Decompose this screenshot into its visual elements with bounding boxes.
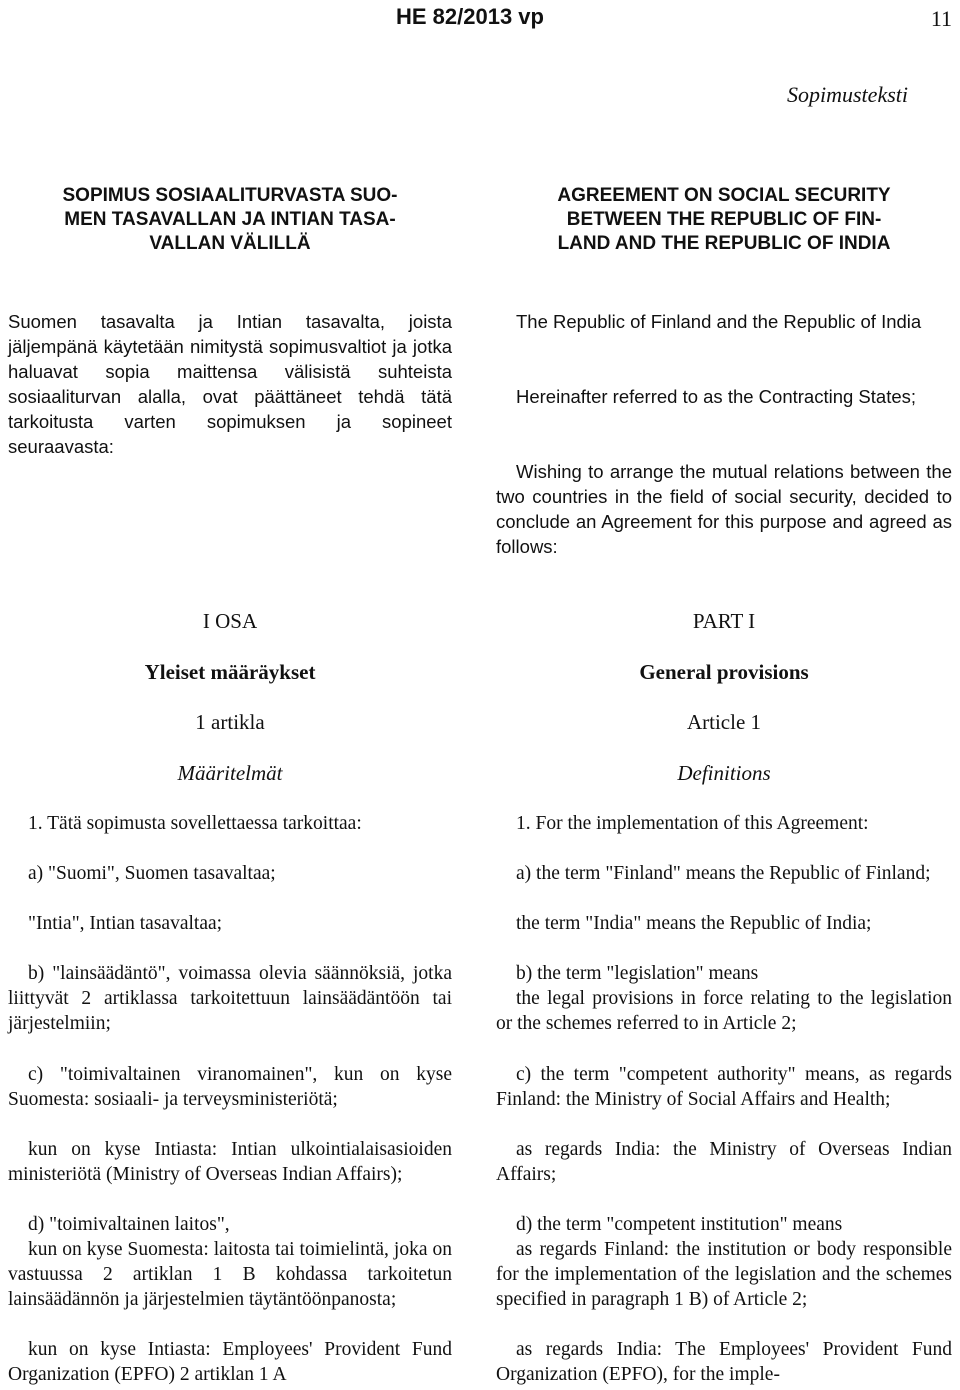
finnish-item-b: b) "lainsäädäntö", voimassa olevia säännöksiä, jotka liittyvät 2 artiklassa tarkoitettuun lainsäädäntöön tai järjestelmiin; bbox=[8, 963, 452, 1034]
finnish-item-d: d) "toimivaltainen laitos", bbox=[28, 1214, 230, 1235]
english-title: AGREEMENT ON SOCIAL SECURITY BETWEEN THE REPUBLIC OF FIN- LAND AND THE REPUBLIC OF INDIA bbox=[557, 185, 891, 254]
finnish-item-d3: kun on kyse Intiasta: Employees' Provident Fund Organization (EPFO) 2 artiklan 1 A bbox=[8, 1339, 452, 1385]
english-item-b2: the legal provisions in force relating to the legislation or the schemes referred to in Article 2; bbox=[496, 988, 952, 1034]
english-item-d: d) the term "competent institution" means bbox=[516, 1214, 843, 1235]
document-id: HE 82/2013 vp bbox=[396, 4, 544, 29]
english-item-c: c) the term "competent authority" means, as regards Finland: the Ministry of Social Affairs and Health; bbox=[496, 1064, 952, 1110]
finnish-item-a: a) "Suomi", Suomen tasavaltaa; bbox=[28, 863, 276, 884]
finnish-item-c2: kun on kyse Intiasta: Intian ulkointialaisasioiden ministeriötä (Ministry of Overseas Indian Affairs); bbox=[8, 1139, 452, 1185]
english-item-d2: as regards Finland: the institution or body responsible for the implementation of the legislation and the schemes specified in paragraph 1 B) of Article 2; bbox=[496, 1239, 952, 1310]
english-preamble-1: The Republic of Finland and the Republic of India bbox=[516, 311, 922, 332]
page-number: 11 bbox=[930, 6, 952, 31]
english-item-d3: as regards India: The Employees' Provident Fund Organization (EPFO), for the imple- bbox=[496, 1339, 952, 1385]
document-section-label: Sopimusteksti bbox=[787, 82, 908, 107]
finnish-item-c: c) "toimivaltainen viranomainen", kun on kyse Suomesta: sosiaali- ja terveysministeriötä; bbox=[8, 1064, 452, 1110]
english-item-b: b) the term "legislation" means bbox=[516, 963, 759, 984]
finnish-article-heading: 1 artikla bbox=[195, 710, 265, 734]
english-article-heading: Article 1 bbox=[686, 710, 762, 734]
finnish-item-a2: "Intia", Intian tasavaltaa; bbox=[28, 913, 223, 934]
finnish-paragraph-1: 1. Tätä sopimusta sovellettaessa tarkoittaa: bbox=[28, 813, 362, 834]
english-item-a2: the term "India" means the Republic of India; bbox=[516, 913, 872, 934]
english-preamble-3: Wishing to arrange the mutual relations between the two countries in the field of social security, decided to conclude an Agreement for this purpose and agreed as follows: bbox=[496, 461, 952, 557]
finnish-item-d2: kun on kyse Suomesta: laitosta tai toimielintä, joka on vastuussa 2 artiklan 1 B kohdassa tarkoitetun lainsäädännön ja järjestelmien täytäntöönpanosta; bbox=[8, 1239, 452, 1310]
english-item-c2: as regards India: the Ministry of Overseas Indian Affairs; bbox=[496, 1139, 952, 1185]
finnish-article-title: Määritelmät bbox=[177, 761, 283, 785]
english-part-title: General provisions bbox=[639, 660, 809, 684]
english-item-a: a) the term "Finland" means the Republic of Finland; bbox=[516, 863, 931, 884]
english-part-heading: PART I bbox=[692, 609, 756, 633]
finnish-part-title: Yleiset määräykset bbox=[144, 660, 316, 684]
english-preamble-2: Hereinafter referred to as the Contracting States; bbox=[516, 386, 917, 407]
english-paragraph-1: 1. For the implementation of this Agreement: bbox=[516, 813, 869, 834]
finnish-part-heading: I OSA bbox=[202, 609, 258, 633]
finnish-title: SOPIMUS SOSIAALITURVASTA SUO- MEN TASAVALLAN JA INTIAN TASA- VALLAN VÄLILLÄ bbox=[62, 185, 398, 254]
english-article-title: Definitions bbox=[677, 761, 771, 785]
finnish-preamble: Suomen tasavalta ja Intian tasavalta, joista jäljempänä käytetään nimitystä sopimusvaltiot ja jotka haluavat sopia maittensa välisistä suhteista sosiaaliturvan alalla, ovat päättäneet tehdä tätä tarkoitusta varten sopimuksen ja sopineet seuraavasta: bbox=[8, 311, 452, 457]
